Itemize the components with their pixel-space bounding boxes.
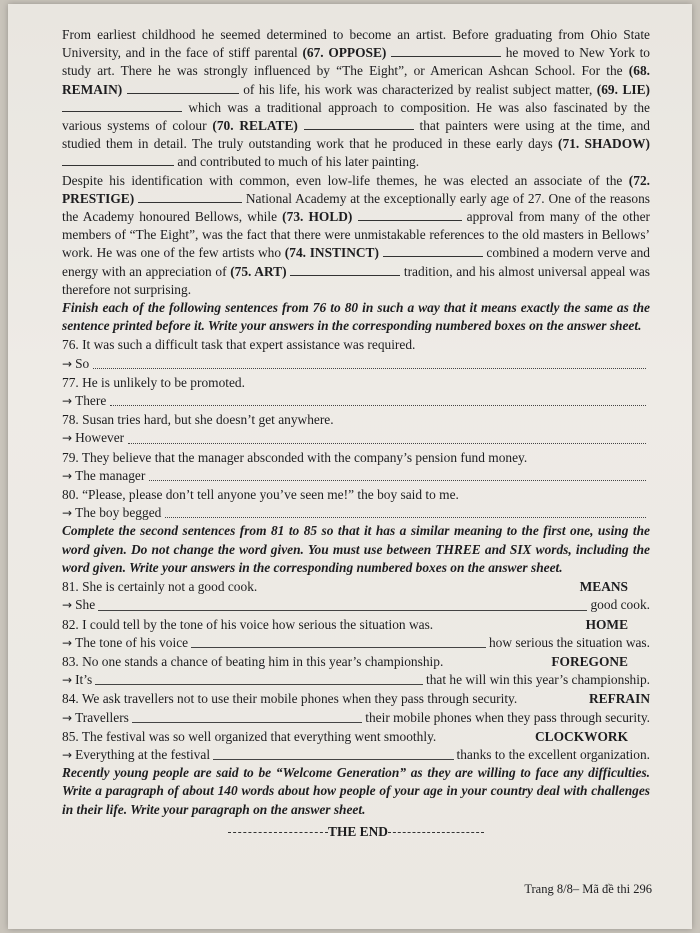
answer-line-79[interactable] [149, 479, 646, 481]
blank-72[interactable] [138, 191, 242, 203]
word-71: (71. SHADOW) [558, 136, 650, 152]
answer-line-78[interactable] [128, 442, 646, 444]
word-67: (67. OPPOSE) [302, 45, 387, 61]
keyword-81: MEANS [579, 579, 628, 595]
arrow-icon: → [62, 506, 73, 521]
arrow-icon: → [62, 673, 73, 688]
page-content [62, 26, 650, 841]
word-73: (73. HOLD) [282, 209, 353, 225]
section3-instruction: Complete the second sentences from 81 to 85 so that it has a similar meaning to the first one, using the word given. Do not change the word given. You must use between THREE and SIX words, including the word given. Write your answers in the corresponding numbered boxes on the answer sheet. [62, 523, 650, 575]
answer-line-77[interactable] [110, 404, 646, 406]
keyword-85: CLOCKWORK [535, 728, 628, 744]
arrow-icon: → [62, 431, 73, 446]
blank-71[interactable] [62, 154, 174, 166]
arrow-icon: → [62, 710, 73, 725]
the-end-marker: THE END [62, 823, 650, 841]
answer-line-83[interactable] [95, 684, 423, 685]
arrow-icon: → [62, 598, 73, 613]
answer-line-76[interactable] [93, 367, 646, 369]
word-70: (70. RELATE) [212, 118, 298, 134]
keyword-83: FOREGONE [551, 653, 628, 669]
word-74: (74. INSTINCT) [284, 245, 379, 261]
arrow-icon: → [62, 394, 73, 409]
word-68: (68. REMAIN) [62, 63, 650, 97]
word-69: (69. LIE) [596, 81, 650, 97]
passage-paragraph-2: Despite his identification with common, even low-life themes, he was elected an associate of the (72. PRESTIGE) National Academy at the exceptionally early age of 27. One of the reasons the Academy honoured Bellows, while (73. HOLD) approval from many of the other members of “The Eight”, was the fact that there were unmistakable references to the old masters in Bellows’ work. He was one of the few artists who (74. INSTINCT) combined a modern verve and energy with an appreciation of (75. ART) tradition, and his almost universal appeal was therefore not surprising. [62, 172, 651, 297]
question-76: 76. It was such a difficult task that expert assistance was required. → So [62, 336, 650, 372]
question-83: FOREGONE 83. No one stands a chance of beating him in this year’s championship. → It’s that he will win this year’s championship. [62, 653, 650, 689]
question-82: HOME 82. I could tell by the tone of his voice how serious the situation was. → The tone of his voice how serious the situation was. [62, 616, 650, 652]
sentence-transform-list [62, 336, 650, 522]
answer-line-82[interactable] [191, 647, 486, 648]
arrow-icon: → [62, 356, 73, 371]
blank-68[interactable] [127, 82, 239, 94]
arrow-icon: → [62, 635, 73, 650]
question-81: MEANS 81. She is certainly not a good cook. → She good cook. [62, 578, 650, 614]
arrow-icon: → [62, 747, 73, 762]
exam-page [8, 4, 692, 929]
page-footer: Trang 8/8– Mã đề thi 296 [524, 882, 652, 896]
passage-paragraph-1: From earliest childhood he seemed determined to become an artist. Before graduating from Ohio State University, and in the face of stiff parental (67. OPPOSE) he moved to New York to study art. There he was strongly influenced by “The Eight”, or American Ashcan School. For the (68. REMAIN) of his life, his work was characterized by realist subject matter, (69. LIE) which was a traditional approach to composition. He was also fascinated by the various systems of colour (70. RELATE) that painters were using at the time, and studied them in detail. The truly outstanding work that he produced in these early days (71. SHADOW) and contributed to much of his later painting. [62, 27, 651, 170]
blank-75[interactable] [290, 264, 400, 276]
question-84: REFRAIN 84. We ask travellers not to use their mobile phones when they pass through security. → Travellers their mobile phones when they pass through security. [62, 690, 650, 726]
blank-69[interactable] [62, 100, 182, 112]
answer-line-84[interactable] [132, 722, 362, 723]
question-80: 80. “Please, please don’t tell anyone you’ve seen me!” the boy said to me. → The boy begged [62, 486, 650, 522]
section2-instruction: Finish each of the following sentences from 76 to 80 in such a way that it means exactly the same as the sentence printed before it. Write your answers in the corresponding numbered boxes on the answer sheet. [62, 300, 650, 334]
blank-73[interactable] [358, 209, 462, 221]
blank-74[interactable] [383, 245, 483, 257]
question-79: 79. They believe that the manager absconded with the company’s pension fund money. → The manager [62, 449, 650, 485]
blank-67[interactable] [391, 45, 501, 57]
writing-prompt: Recently young people are said to be “Welcome Generation” as they are willing to face any difficulties. Write a paragraph of about 140 words about how people of your age in your country deal with challenges in their life. Write your paragraph on the answer sheet. [62, 765, 650, 817]
word-72: (72. PRESTIGE) [62, 172, 650, 206]
arrow-icon: → [62, 468, 73, 483]
answer-line-81[interactable] [98, 610, 587, 611]
blank-70[interactable] [304, 118, 414, 130]
keyword-84: REFRAIN [588, 691, 650, 707]
question-85: CLOCKWORK 85. The festival was so well organized that everything went smoothly. → Everything at the festival thanks to the excellent organization. [62, 728, 650, 764]
keyword-transform-list [62, 578, 650, 764]
question-78: 78. Susan tries hard, but she doesn’t get anywhere. → However [62, 411, 650, 447]
answer-line-85[interactable] [213, 759, 453, 760]
answer-line-80[interactable] [165, 516, 646, 518]
question-77: 77. He is unlikely to be promoted. → There [62, 374, 650, 410]
word-75: (75. ART) [230, 263, 287, 279]
keyword-82: HOME [585, 616, 628, 632]
